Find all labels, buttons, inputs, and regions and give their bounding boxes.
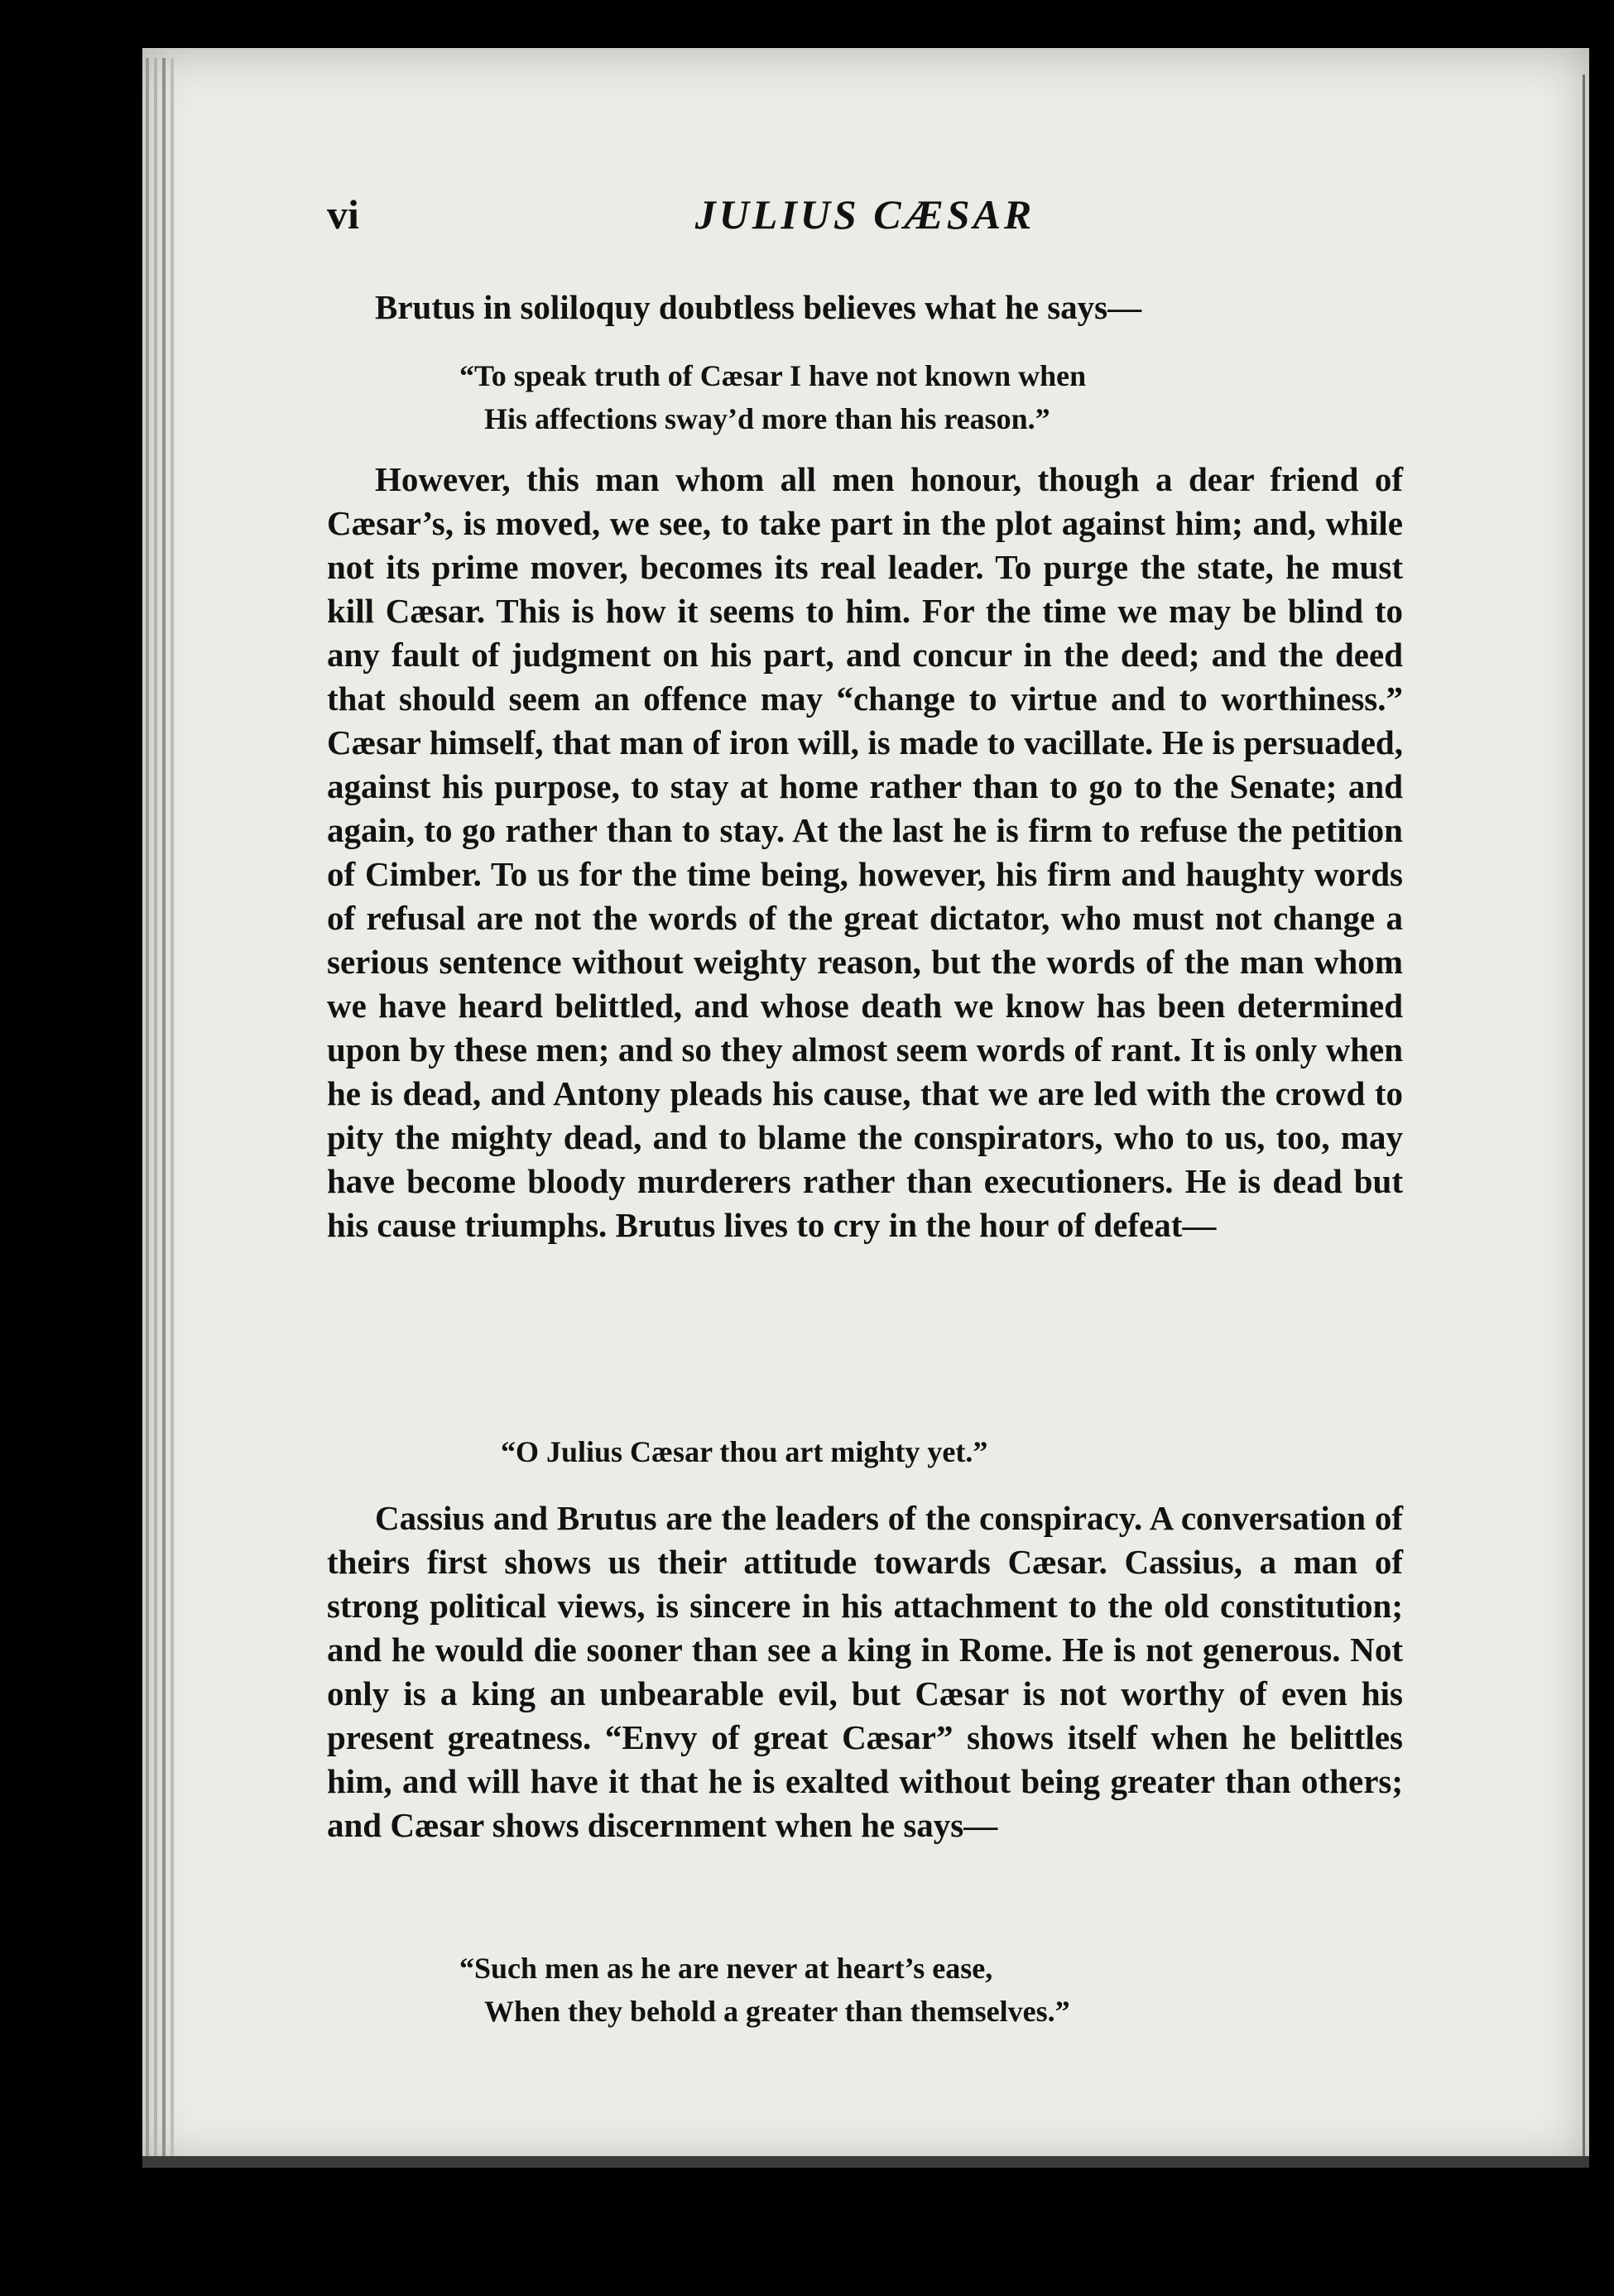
quote-line: “Such men as he are never at heart’s ease, (459, 1952, 993, 1985)
page-edge (146, 58, 149, 2160)
quote-line: When they behold a greater than themselves.” (484, 1995, 1070, 2028)
page-edge-right (1583, 74, 1585, 2160)
paragraph-intro: Brutus in soliloquy doubtless believes what he says— (375, 288, 1142, 326)
page-bottom-shadow (142, 2156, 1589, 2168)
quote-block-3 (459, 1947, 1070, 2033)
quote-line: “O Julius Cæsar thou art mighty yet.” (501, 1435, 988, 1468)
page-number: vi (327, 191, 359, 238)
quote-line: “To speak truth of Cæsar I have not known when (459, 359, 1087, 392)
page-edge (154, 58, 157, 2160)
running-title: JULIUS CÆSAR (694, 191, 1035, 238)
paragraph-brutus-caesar: However, this man whom all men honour, though a dear friend of Cæsar’s, is moved, we see, to take part in the plot against him; and, while not its prime mover, becomes its real leader. To purge the state, he must kill Cæsar. This is how it seems to him. For the time we may be blind to any fault of judgment on his part, and concur in the deed; and the deed that should seem an offence may “change to virtue and to worthiness.” Cæsar himself, that man of iron will, is made to vacillate. He is persuaded, against his purpose, to stay at home rather than to go to the Senate; and again, to go rather than to stay. At the last he is firm to refuse the petition of Cimber. To us for the time being, however, his firm and haughty words of refusal are not the words of the great dictator, who must not change a serious sentence without weighty reason, but the words of the man whom we have heard belittled, and whose death we know has been determined upon by these men; and so they almost seem words of rant. It is only when he is dead, and Antony pleads his cause, that we are led with the crowd to pity the mighty dead, and to blame the conspirators, who to us, too, may have become bloody murderers rather than executioners. He is dead but his cause triumphs. Brutus lives to cry in the hour of defeat— (327, 460, 1403, 1244)
running-head (327, 190, 1403, 248)
paragraph-cassius: Cassius and Brutus are the leaders of the conspiracy. A conversation of theirs first shows us their attitude towards Cæsar. Cassius, a man of strong political views, is sincere in his attachment to the old constitution; and he would die sooner than see a king in Rome. He is not generous. Not only is a king an unbearable evil, but Cæsar is not worthy of even his present greatness. “Envy of great Cæsar” shows itself when he belittles him, and will have it that he is exalted without being greater than others; and Cæsar shows discernment when he says— (327, 1499, 1403, 1844)
page-edge (171, 58, 174, 2160)
quote-block-1 (459, 354, 1086, 440)
quote-line: His affections sway’d more than his reason.” (484, 402, 1050, 435)
page-edge (162, 58, 166, 2160)
quote-block-2 (501, 1430, 987, 1473)
